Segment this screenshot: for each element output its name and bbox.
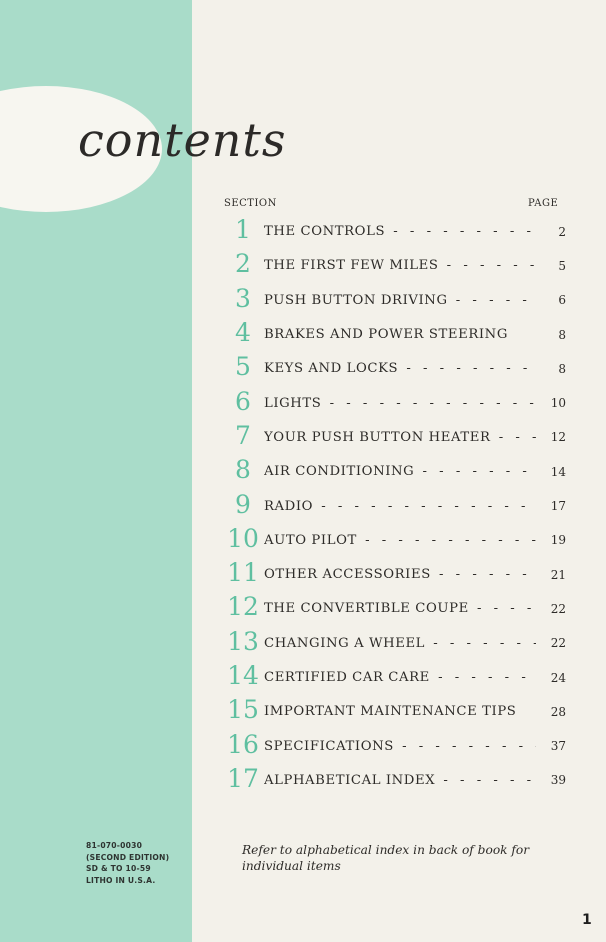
section-number: 12	[227, 592, 259, 622]
page-number-ref: 17	[550, 499, 566, 514]
section-number: 6	[235, 386, 251, 416]
page-number-ref: 8	[558, 327, 566, 342]
toc-entry	[222, 384, 566, 418]
section-title: OTHER ACCESSORIES - - -	[264, 564, 536, 582]
page-number-ref: 22	[550, 601, 566, 616]
section-number: 13	[227, 626, 259, 656]
page-number-ref: 12	[550, 430, 566, 445]
section-title: THE CONVERTIBLE COUPE - - -	[264, 598, 536, 616]
section-number: 1	[235, 215, 251, 245]
toc-entry	[222, 659, 566, 693]
section-title: THE FIRST FEW MILES - - -	[264, 255, 536, 273]
section-title: AUTO PILOT - - -	[264, 530, 536, 548]
section-number: 17	[227, 763, 259, 793]
section-title: LIGHTS - - -	[264, 393, 536, 411]
section-number: 10	[227, 523, 259, 553]
page-number-ref: 6	[558, 293, 566, 308]
section-title: ALPHABETICAL INDEX - - -	[264, 770, 536, 788]
imprint-line: (SECOND EDITION)	[86, 852, 170, 862]
index-note: Refer to alphabetical index in back of book for individual items	[242, 843, 530, 873]
section-number: 2	[235, 249, 251, 279]
section-number: 15	[227, 695, 259, 725]
toc-entry	[222, 625, 566, 659]
page-number-ref: 10	[550, 396, 566, 411]
toc-entry	[222, 213, 566, 247]
section-title: PUSH BUTTON DRIVING - - -	[264, 290, 536, 308]
section-number: 5	[235, 352, 251, 382]
print-code-imprint	[86, 840, 169, 886]
section-number: 7	[235, 420, 251, 450]
section-title: BRAKES AND POWER STEERING	[264, 327, 508, 343]
section-title: THE CONTROLS - - -	[264, 221, 536, 239]
section-number: 4	[235, 318, 251, 348]
section-number: 11	[227, 558, 259, 588]
toc-entry	[222, 522, 566, 556]
imprint-line: LITHO IN U.S.A.	[86, 875, 156, 885]
section-title: CERTIFIED CAR CARE - - -	[264, 667, 536, 685]
toc-entry	[222, 282, 566, 316]
page-number-ref: 14	[550, 464, 566, 479]
page-folio: 1	[582, 912, 592, 928]
section-number: 8	[235, 455, 251, 485]
page-number-ref: 37	[550, 739, 566, 754]
section-title: SPECIFICATIONS - - -	[264, 736, 536, 754]
section-title: CHANGING A WHEEL - - -	[264, 633, 536, 651]
section-title: IMPORTANT MAINTENANCE TIPS	[264, 704, 517, 720]
toc-entry	[222, 316, 566, 350]
toc-entry	[222, 247, 566, 281]
toc-entry	[222, 727, 566, 761]
page-number-ref: 2	[558, 224, 566, 239]
section-number: 14	[227, 661, 259, 690]
page-number-ref: 5	[558, 258, 566, 273]
page-number-ref: 21	[550, 567, 566, 582]
section-number: 3	[235, 283, 251, 313]
toc-entry	[222, 350, 566, 384]
page-number-ref: 24	[550, 670, 566, 685]
section-number: 16	[227, 729, 259, 759]
section-title: YOUR PUSH BUTTON HEATER - - -	[264, 427, 536, 445]
page-title: contents	[78, 113, 287, 167]
page-number-ref: 22	[550, 636, 566, 651]
toc-entry	[222, 590, 566, 624]
toc-entry	[222, 693, 566, 727]
section-title: AIR CONDITIONING - - -	[264, 461, 536, 479]
page-number-ref: 28	[550, 704, 566, 719]
section-title: KEYS AND LOCKS - - -	[264, 358, 536, 376]
imprint-line: 81-070-0030	[86, 841, 143, 850]
page-number-ref: 8	[558, 361, 566, 376]
page-number-ref: 39	[550, 773, 566, 788]
toc-entry	[222, 487, 566, 521]
toc-entry	[222, 762, 566, 796]
section-number: 9	[235, 489, 251, 519]
table-of-contents	[222, 213, 566, 796]
section-column-header: SECTION	[224, 198, 277, 209]
page-column-header: PAGE	[528, 198, 559, 209]
section-title: RADIO - - -	[264, 496, 536, 514]
page-number-ref: 19	[550, 533, 566, 548]
toc-entry	[222, 453, 566, 487]
imprint-line: SD & TO 10-59	[86, 864, 151, 873]
toc-entry	[222, 419, 566, 453]
toc-entry	[222, 556, 566, 590]
